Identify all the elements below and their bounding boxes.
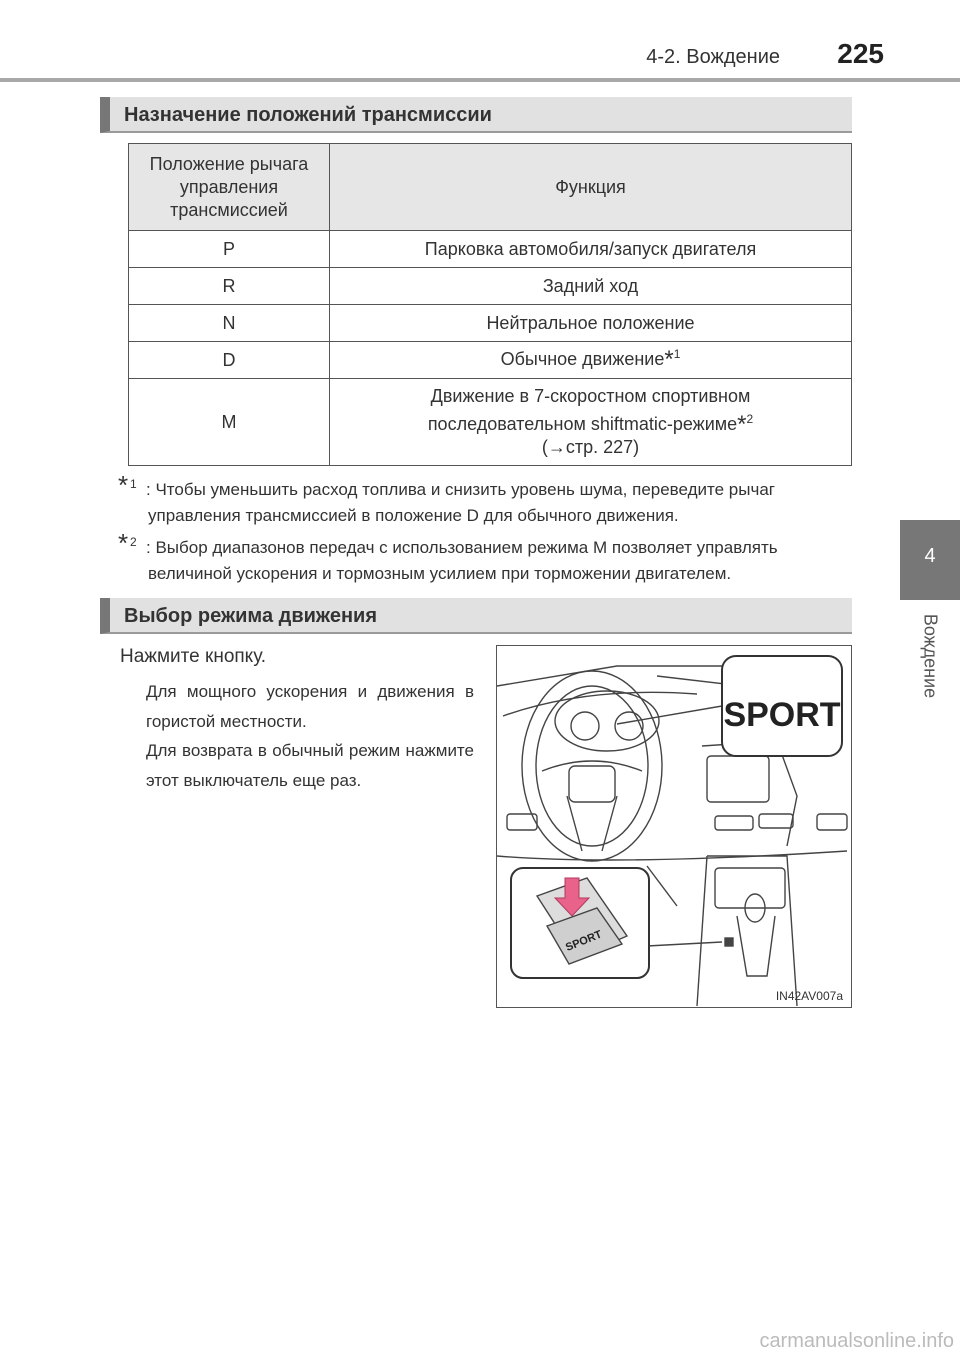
- cell-function: Задний ход: [330, 268, 852, 305]
- cell-function: Нейтральное положение: [330, 305, 852, 342]
- paragraph: Для возврата в обычный режим нажмите этот выключатель еще раз.: [146, 741, 474, 790]
- table-row: [129, 268, 852, 305]
- table-row: [129, 342, 852, 379]
- function-text: Обычное движение: [500, 349, 665, 369]
- cell-position: M: [129, 379, 330, 466]
- watermark: carmanualsonline.info: [759, 1330, 954, 1352]
- section-title: Назначение положений трансмиссии: [124, 104, 492, 126]
- footnote-star-icon: *: [118, 528, 129, 558]
- footnote-text: : Чтобы уменьшить расход топлива и снизить уровень шума, переведите рычаг управления трансмиссией в положение D для обычного движения.: [146, 480, 775, 525]
- cell-function: [330, 342, 852, 379]
- footnote-2: [118, 528, 853, 587]
- header-rule: [0, 78, 960, 82]
- cell-position: D: [129, 342, 330, 379]
- function-line: последовательном shiftmatic-режиме*$^2$: [427, 411, 754, 438]
- function-line: Движение в 7-скоростном спортивном: [430, 386, 751, 406]
- chapter-label-box: [900, 606, 960, 706]
- callout-sport-label: SPORT: [723, 696, 841, 734]
- footnote-star-icon: *: [664, 346, 674, 373]
- button-sport-label: SPORT: [564, 928, 604, 954]
- dashboard-drawing: [497, 646, 852, 1008]
- section-transmission-positions: [100, 97, 852, 133]
- section-title: Выбор режима движения: [124, 605, 377, 627]
- footnote-star-icon: *: [737, 411, 747, 438]
- chapter-tab: [900, 520, 960, 600]
- table-row: [129, 305, 852, 342]
- footnote-text: : Выбор диапазонов передач с использованием режима M позволяет управлять величиной ускорения и тормозным усилием при торможении двигателем.: [146, 538, 778, 583]
- footnote-ref: 2: [746, 412, 754, 426]
- footnote-marker: 2: [130, 535, 137, 549]
- cell-position: R: [129, 268, 330, 305]
- function-line: (→стр. 227): [541, 437, 640, 457]
- illustration-code: IN42AV007a: [775, 989, 843, 1003]
- table-row: [129, 379, 852, 466]
- table-row: [129, 231, 852, 268]
- chapter-label: Вождение: [920, 613, 941, 699]
- transmission-table: [128, 143, 852, 466]
- footnote-ref: 1: [673, 347, 681, 361]
- page-header: [0, 0, 960, 84]
- table-header-position: Положение рычага управления трансмиссией: [129, 144, 330, 231]
- footnote-star-icon: *: [118, 470, 129, 500]
- section-drive-mode: [100, 598, 852, 634]
- cell-function: [330, 379, 852, 466]
- page-number: 225: [837, 38, 884, 69]
- chapter-number: 4: [924, 545, 936, 567]
- cell-position: P: [129, 231, 330, 268]
- table-header-function: Функция: [330, 144, 852, 231]
- paragraph: Для мощного ускорения и движения в гористой местности.: [146, 682, 474, 731]
- cell-position: N: [129, 305, 330, 342]
- cell-function: Парковка автомобиля/запуск двигателя: [330, 231, 852, 268]
- section-heading: 4-2. Вождение: [646, 46, 780, 68]
- footnote-marker: 1: [130, 477, 137, 491]
- table-header-row: [129, 144, 852, 231]
- sport-button-illustration: [496, 645, 852, 1008]
- footnote-1: [118, 470, 853, 529]
- instruction-text: Нажмите кнопку.: [120, 646, 267, 667]
